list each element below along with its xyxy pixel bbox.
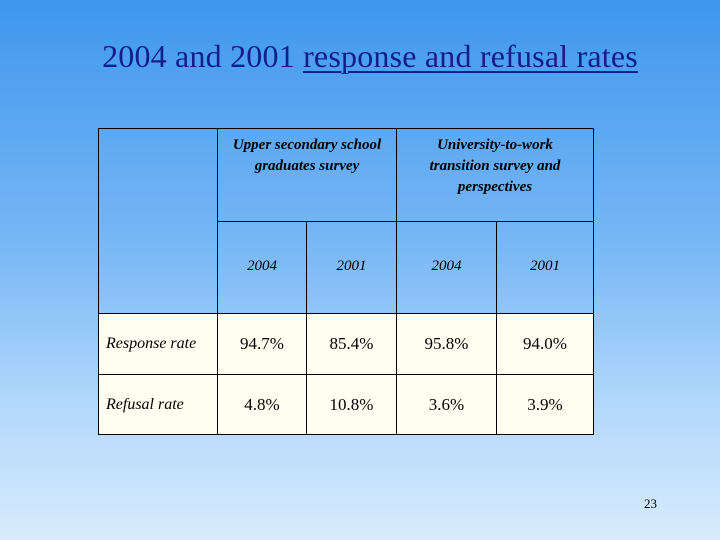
table-cell: 3.6%	[396, 374, 497, 435]
title-prefix: 2004 and 2001	[102, 38, 304, 74]
table-cell: 4.8%	[217, 374, 307, 435]
slide-title	[0, 38, 720, 75]
table-cell: 10.8%	[306, 374, 397, 435]
table-cell: 95.8%	[396, 313, 497, 375]
group-header-upper-secondary: Upper secondary school graduates survey	[217, 128, 397, 222]
title-underlined: response and refusal rates	[303, 38, 638, 74]
table-cell: 3.9%	[496, 374, 594, 435]
year-header-university-2004: 2004	[396, 221, 497, 314]
table-cell: 94.0%	[496, 313, 594, 375]
corner-cell	[98, 128, 218, 314]
table-cell: 85.4%	[306, 313, 397, 375]
year-header-upper-2001: 2001	[306, 221, 397, 314]
table-cell: 94.7%	[217, 313, 307, 375]
group-header-university-to-work: University-to-work transition survey and perspectives	[396, 128, 594, 222]
row-label-refusal-rate: Refusal rate	[98, 374, 218, 435]
year-header-upper-2004: 2004	[217, 221, 307, 314]
row-label-response-rate: Response rate	[98, 313, 218, 375]
slide-number: 23	[644, 496, 657, 511]
year-header-university-2001: 2001	[496, 221, 594, 314]
